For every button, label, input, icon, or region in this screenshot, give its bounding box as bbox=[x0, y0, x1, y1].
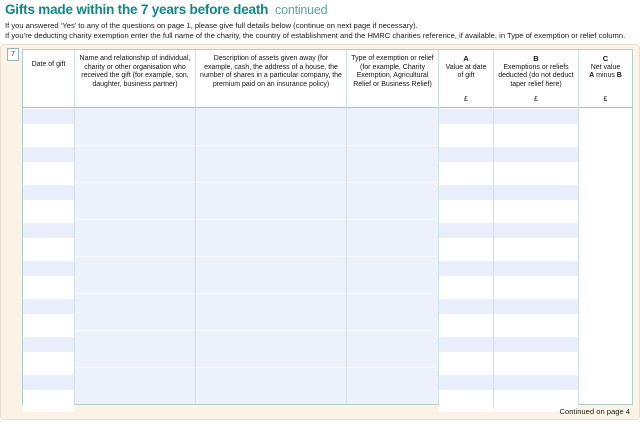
column-body-c bbox=[579, 108, 632, 404]
text-input-box[interactable] bbox=[439, 147, 493, 162]
input-cell[interactable] bbox=[439, 261, 493, 298]
table-cell[interactable] bbox=[347, 256, 438, 293]
text-input-box[interactable] bbox=[439, 261, 493, 276]
column-header-description bbox=[196, 50, 346, 108]
column-date-of-gift bbox=[23, 50, 74, 404]
input-cell[interactable] bbox=[494, 185, 578, 222]
input-cell[interactable] bbox=[439, 109, 493, 146]
column-header-type bbox=[347, 50, 438, 108]
column-a-value bbox=[438, 50, 493, 404]
text-input-box[interactable] bbox=[439, 375, 493, 390]
input-cell[interactable] bbox=[439, 147, 493, 184]
table-cell[interactable] bbox=[75, 256, 195, 293]
column-header-date-label: Date of gift bbox=[31, 61, 66, 68]
input-cell[interactable] bbox=[494, 223, 578, 260]
form-panel bbox=[0, 44, 640, 420]
input-cell[interactable] bbox=[23, 299, 74, 336]
column-a-letter: A bbox=[463, 54, 469, 63]
text-input-box[interactable] bbox=[494, 299, 578, 314]
table-cell[interactable] bbox=[347, 330, 438, 367]
text-input-box[interactable] bbox=[494, 261, 578, 276]
column-description-assets bbox=[195, 50, 346, 404]
column-header-a bbox=[439, 50, 493, 108]
table-cell[interactable] bbox=[75, 145, 195, 182]
column-body-type bbox=[347, 108, 438, 404]
input-cell[interactable] bbox=[23, 147, 74, 184]
table-cell[interactable] bbox=[75, 182, 195, 219]
text-input-box[interactable] bbox=[439, 185, 493, 200]
text-input-box[interactable] bbox=[439, 299, 493, 314]
input-cell[interactable] bbox=[439, 299, 493, 336]
column-name-relationship bbox=[74, 50, 195, 404]
table-cell[interactable] bbox=[347, 182, 438, 219]
text-input-box[interactable] bbox=[494, 147, 578, 162]
text-input-box[interactable] bbox=[439, 337, 493, 352]
page-title-continued: continued bbox=[275, 3, 328, 17]
text-input-box[interactable] bbox=[494, 185, 578, 200]
input-cell[interactable] bbox=[494, 261, 578, 298]
input-cell[interactable] bbox=[23, 185, 74, 222]
question-number-box bbox=[7, 48, 19, 61]
table-cell[interactable] bbox=[347, 293, 438, 330]
column-c-net-value bbox=[578, 50, 632, 404]
pound-symbol: £ bbox=[534, 96, 538, 104]
input-cell[interactable] bbox=[439, 223, 493, 260]
column-b-letter: B bbox=[533, 54, 539, 63]
text-input-box[interactable] bbox=[23, 147, 74, 162]
input-cell[interactable] bbox=[23, 223, 74, 260]
text-input-box[interactable] bbox=[494, 375, 578, 390]
input-cell[interactable] bbox=[23, 337, 74, 374]
table-cell[interactable] bbox=[347, 108, 438, 145]
table-cell[interactable] bbox=[347, 145, 438, 182]
pound-symbol: £ bbox=[603, 96, 608, 104]
column-type-exemption bbox=[346, 50, 438, 404]
column-body-name bbox=[75, 108, 195, 404]
table-cell[interactable] bbox=[196, 108, 346, 145]
text-input-box[interactable] bbox=[23, 337, 74, 352]
input-cell[interactable] bbox=[439, 185, 493, 222]
table-cell[interactable] bbox=[196, 367, 346, 404]
empty-cell bbox=[579, 367, 632, 404]
column-header-name-label: Name and relationship of individual, charity or other organisation who received the gift (for example, son, daughter, business partner) bbox=[79, 55, 191, 88]
column-b-exemptions bbox=[493, 50, 578, 404]
column-b-label: Exemptions or reliefs deducted (do not deduct taper relief here) bbox=[498, 63, 574, 88]
empty-cell bbox=[579, 330, 632, 367]
page-title-text: Gifts made within the 7 years before death bbox=[5, 2, 269, 17]
text-input-box[interactable] bbox=[23, 375, 74, 390]
text-input-box[interactable] bbox=[23, 185, 74, 200]
column-body-description bbox=[196, 108, 346, 404]
input-cell[interactable] bbox=[494, 299, 578, 336]
table-cell[interactable] bbox=[196, 256, 346, 293]
column-body-date bbox=[23, 108, 74, 412]
pound-symbol: £ bbox=[464, 96, 468, 104]
text-input-box[interactable] bbox=[494, 337, 578, 352]
table-cell[interactable] bbox=[196, 293, 346, 330]
page-title bbox=[5, 2, 327, 17]
question-number: 7 bbox=[11, 51, 15, 58]
instruction-line-2: If you’re deducting charity exemption enter the full name of the charity, the country of establishment and the HMRC charities reference, if available, in Type of exemption or relief column. bbox=[5, 30, 626, 40]
text-input-box[interactable] bbox=[439, 223, 493, 238]
input-cell[interactable] bbox=[494, 147, 578, 184]
column-c-letter: C bbox=[602, 54, 609, 63]
table-cell[interactable] bbox=[75, 108, 195, 145]
text-input-box[interactable] bbox=[23, 223, 74, 238]
text-input-box[interactable] bbox=[494, 223, 578, 238]
input-cell[interactable] bbox=[494, 337, 578, 374]
input-cell[interactable] bbox=[23, 109, 74, 146]
text-input-box[interactable] bbox=[23, 261, 74, 276]
empty-cell bbox=[579, 293, 632, 330]
input-cell[interactable] bbox=[494, 109, 578, 146]
gifts-table bbox=[22, 49, 633, 405]
input-cell[interactable] bbox=[23, 261, 74, 298]
text-input-box[interactable] bbox=[439, 109, 493, 124]
text-input-box[interactable] bbox=[23, 109, 74, 124]
column-header-b bbox=[494, 50, 578, 108]
input-cell[interactable] bbox=[439, 375, 493, 412]
text-input-box[interactable] bbox=[23, 299, 74, 314]
table-cell[interactable] bbox=[196, 330, 346, 367]
table-cell[interactable] bbox=[347, 219, 438, 256]
column-body-b bbox=[494, 108, 578, 412]
column-c-formula: A minus B bbox=[589, 72, 622, 80]
table-cell[interactable] bbox=[75, 293, 195, 330]
column-header-description-label: Description of assets given away (for example, cash, the address of a house, the number of shares in a particular company, the premium paid on an insurance policy) bbox=[200, 55, 342, 88]
empty-cell bbox=[579, 182, 632, 219]
table-cell[interactable] bbox=[196, 219, 346, 256]
column-header-name bbox=[75, 50, 195, 108]
empty-cell bbox=[579, 219, 632, 256]
table-cell[interactable] bbox=[75, 367, 195, 404]
table-cell[interactable] bbox=[347, 367, 438, 404]
table-cell[interactable] bbox=[75, 219, 195, 256]
empty-cell bbox=[579, 108, 632, 145]
column-header-date bbox=[23, 50, 74, 108]
table-cell[interactable] bbox=[196, 145, 346, 182]
table-cell[interactable] bbox=[75, 330, 195, 367]
input-cell[interactable] bbox=[439, 337, 493, 374]
input-cell[interactable] bbox=[23, 375, 74, 412]
column-header-type-label: Type of exemption or relief (for example, Charity Exemption, Agricultural Relief or Business Relief) bbox=[351, 55, 434, 88]
empty-cell bbox=[579, 145, 632, 182]
table-cell[interactable] bbox=[196, 182, 346, 219]
column-body-a bbox=[439, 108, 493, 412]
continued-note: Continued on page 4 bbox=[559, 407, 630, 416]
instruction-line-1: If you answered ‘Yes’ to any of the questions on page 1, please give full details below (continue on next page if necessary). bbox=[5, 21, 418, 30]
column-a-label: Value at date of gift bbox=[445, 63, 487, 80]
empty-cell bbox=[579, 256, 632, 293]
text-input-box[interactable] bbox=[494, 109, 578, 124]
column-header-c bbox=[579, 50, 632, 108]
column-c-label: Net value bbox=[590, 63, 621, 71]
